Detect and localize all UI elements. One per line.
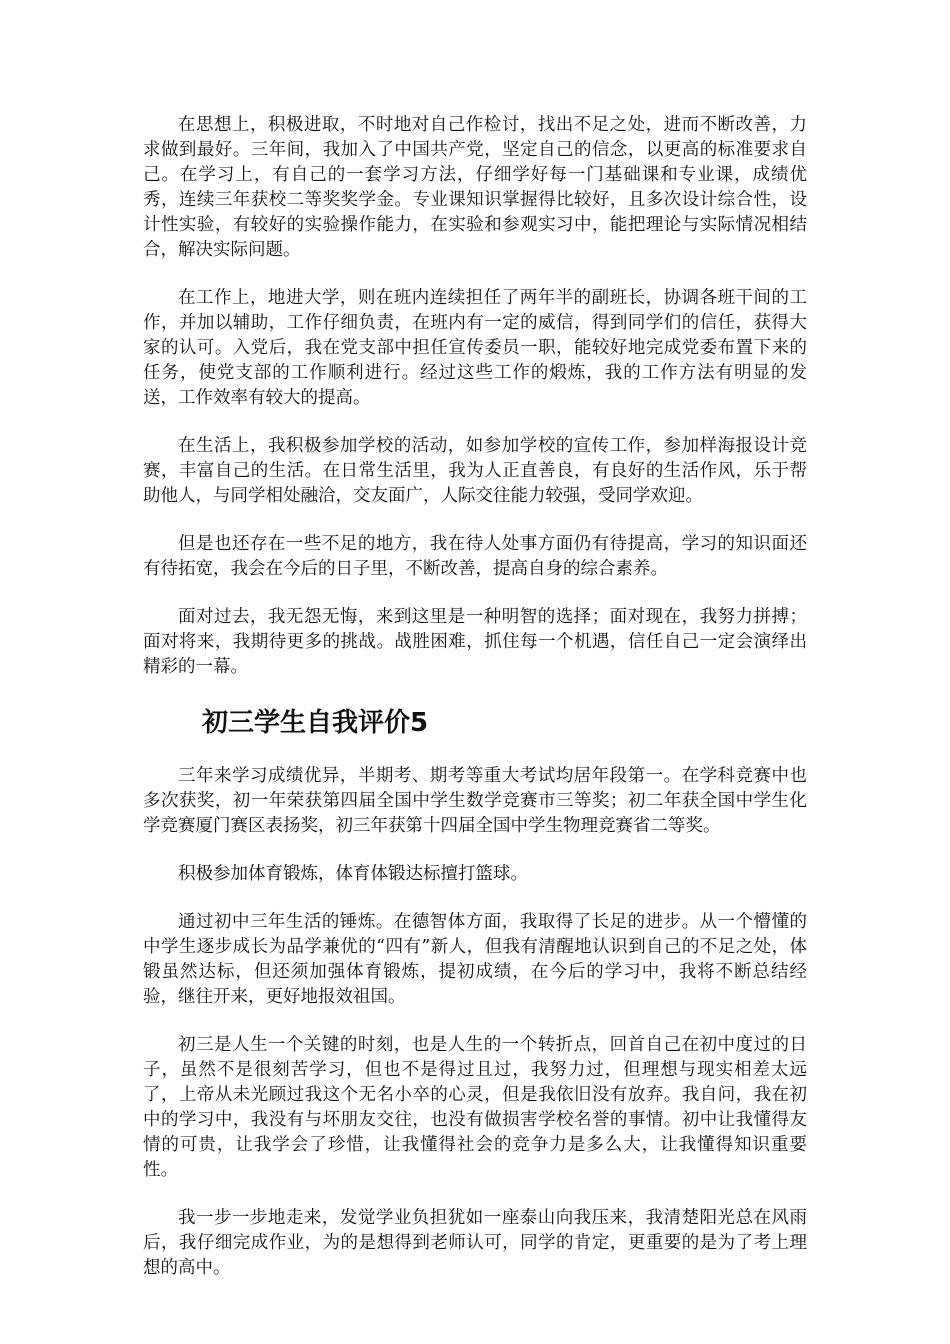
paragraph-step-by-step: 我一步一步地走来，发觉学业负担犹如一座泰山向我压来，我清楚阳光总在风雨后，我仔细完成作业，为的是想得到老师认可，同学的肯定，更重要的是为了考上理想的高中。 [143,1208,807,1278]
paragraph-thought: 在思想上，积极进取，不时地对自己作检讨，找出不足之处，进而不断改善，力求做到最好。三年间，我加入了中国共产党，坚定自己的信念，以更高的标准要求自己。在学习上，有自己的一套学习方法，仔细学好每一门基础课和专业课，成绩优秀，连续三年获校二等奖奖学金。专业课知识掌握得比较好，且多次设计综合性，设计性实验，有较好的实验操作能力，在实验和参观实习中，能把理论与实际情况相结合，解决实际问题。 [143,115,807,260]
section-heading: 初三学生自我评价5 [202,708,429,738]
paragraph-achievements: 三年来学习成绩优异，半期考、期考等重大考试均居年段第一。在学科竞赛中也多次获奖，初一年荣获第四届全国中学生数学竞赛市三等奖；初二年获全国中学生化学竞赛厦门赛区表扬奖，初三年获第十四届全国中学生物理竞赛省二等奖。 [143,766,807,836]
paragraph-outlook: 面对过去，我无怨无悔，来到这里是一种明智的选择；面对现在，我努力拼搏；面对将来，我期待更多的挑战。战胜困难，抓住每一个机遇，信任自己一定会演绎出精彩的一幕。 [143,607,807,677]
document-body [143,113,807,1304]
paragraph-life: 在生活上，我积极参加学校的活动，如参加学校的宣传工作，参加样海报设计竞赛，丰富自己的生活。在日常生活里，我为人正直善良，有良好的生活作风，乐于帮助他人，与同学相处融洽，交友面广，人际交往能力较强，受同学欢迎。 [143,436,807,506]
paragraph-shortcomings: 但是也还存在一些不足的地方，我在待人处事方面仍有待提高，学习的知识面还有待拓宽，我会在今后的日子里，不断改善，提高自身的综合素养。 [143,534,807,579]
paragraph-turning-point: 初三是人生一个关键的时刻，也是人生的一个转折点，回首自己在初中度过的日子，虽然不是很刻苦学习，但也不是得过且过，我努力过，但理想与现实相差太远了，上帝从未光顾过我这个无名小卒的心灵，但是我依旧没有放弃。我自问，我在初中的学习中，我没有与坏朋友交往，也没有做损害学校名誉的事情。初中让我懂得友情的可贵，让我学会了珍惜，让我懂得社会的竞争力是多么大，让我懂得知识重要性。 [143,1035,807,1180]
paragraph-growth: 通过初中三年生活的锤炼。在德智体方面，我取得了长足的进步。从一个懵懂的中学生逐步成长为品学兼优的“四有”新人，但我有清醒地认识到自己的不足之处，体锻虽然达标，但还须加强体育锻炼，提初成绩，在今后的学习中，我将不断总结经验，继往开来，更好地报效祖国。 [143,912,807,1007]
paragraph-work: 在工作上，地进大学，则在班内连续担任了两年半的副班长，协调各班干间的工作，并加以辅助，工作仔细负责，在班内有一定的威信，得到同学们的信任，获得大家的认可。入党后，我在党支部中担任宣传委员一职，能较好地完成党委布置下来的任务，使党支部的工作顺利进行。经过这些工作的煅炼，我的工作方法有明显的发送，工作效率有较大的提高。 [143,288,807,408]
paragraph-sports: 积极参加体育锻炼，体育体锻达标擅打篮球。 [178,864,528,884]
